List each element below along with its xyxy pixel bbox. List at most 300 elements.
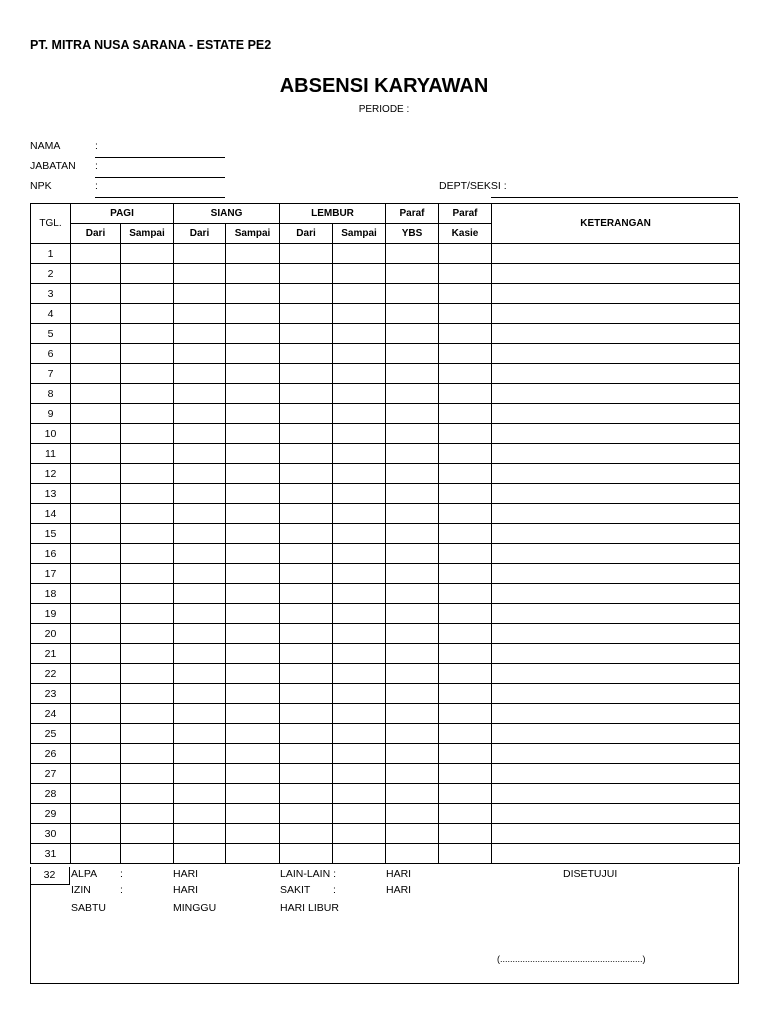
time-cell[interactable] <box>174 784 226 804</box>
time-cell[interactable] <box>174 524 226 544</box>
time-cell[interactable] <box>333 644 386 664</box>
time-cell[interactable] <box>71 624 121 644</box>
time-cell[interactable] <box>439 544 492 564</box>
time-cell[interactable] <box>226 584 280 604</box>
keterangan-cell[interactable] <box>492 784 740 804</box>
time-cell[interactable] <box>280 644 333 664</box>
time-cell[interactable] <box>439 764 492 784</box>
keterangan-cell[interactable] <box>492 764 740 784</box>
time-cell[interactable] <box>439 684 492 704</box>
time-cell[interactable] <box>174 544 226 564</box>
keterangan-cell[interactable] <box>492 264 740 284</box>
time-cell[interactable] <box>226 264 280 284</box>
keterangan-cell[interactable] <box>492 524 740 544</box>
time-cell[interactable] <box>121 364 174 384</box>
keterangan-cell[interactable] <box>492 704 740 724</box>
time-cell[interactable] <box>121 764 174 784</box>
time-cell[interactable] <box>174 764 226 784</box>
keterangan-cell[interactable] <box>492 384 740 404</box>
time-cell[interactable] <box>386 324 439 344</box>
time-cell[interactable] <box>71 744 121 764</box>
time-cell[interactable] <box>333 264 386 284</box>
time-cell[interactable] <box>226 404 280 424</box>
keterangan-cell[interactable] <box>492 444 740 464</box>
time-cell[interactable] <box>386 764 439 784</box>
day-row <box>31 644 740 664</box>
time-cell[interactable] <box>71 444 121 464</box>
time-cell[interactable] <box>174 284 226 304</box>
time-cell[interactable] <box>333 244 386 264</box>
time-cell[interactable] <box>121 524 174 544</box>
time-cell[interactable] <box>333 424 386 444</box>
time-cell[interactable] <box>280 504 333 524</box>
time-cell[interactable] <box>226 504 280 524</box>
time-cell[interactable] <box>280 584 333 604</box>
time-cell[interactable] <box>174 504 226 524</box>
time-cell[interactable] <box>121 284 174 304</box>
time-cell[interactable] <box>386 484 439 504</box>
day-row <box>31 564 740 584</box>
time-cell[interactable] <box>280 724 333 744</box>
time-cell[interactable] <box>121 404 174 424</box>
time-cell[interactable] <box>121 704 174 724</box>
time-cell[interactable] <box>333 704 386 724</box>
time-cell[interactable] <box>71 644 121 664</box>
time-cell[interactable] <box>333 844 386 864</box>
time-cell[interactable] <box>386 524 439 544</box>
time-cell[interactable] <box>280 484 333 504</box>
time-cell[interactable] <box>121 504 174 524</box>
keterangan-cell[interactable] <box>492 404 740 424</box>
time-cell[interactable] <box>280 344 333 364</box>
signature-line: (.........................................................) <box>497 954 646 964</box>
time-cell[interactable] <box>333 304 386 324</box>
time-cell[interactable] <box>121 304 174 324</box>
time-cell[interactable] <box>121 604 174 624</box>
time-cell[interactable] <box>71 684 121 704</box>
time-cell[interactable] <box>386 424 439 444</box>
day-number: 4 <box>31 304 71 324</box>
keterangan-cell[interactable] <box>492 544 740 564</box>
time-cell[interactable] <box>439 424 492 444</box>
keterangan-cell[interactable] <box>492 364 740 384</box>
time-cell[interactable] <box>333 564 386 584</box>
time-cell[interactable] <box>71 464 121 484</box>
time-cell[interactable] <box>121 344 174 364</box>
time-cell[interactable] <box>226 444 280 464</box>
time-cell[interactable] <box>333 804 386 824</box>
time-cell[interactable] <box>386 304 439 324</box>
time-cell[interactable] <box>439 564 492 584</box>
time-cell[interactable] <box>439 604 492 624</box>
time-cell[interactable] <box>121 644 174 664</box>
time-cell[interactable] <box>333 624 386 644</box>
time-cell[interactable] <box>226 804 280 824</box>
time-cell[interactable] <box>439 464 492 484</box>
time-cell[interactable] <box>174 264 226 284</box>
time-cell[interactable] <box>174 604 226 624</box>
keterangan-cell[interactable] <box>492 724 740 744</box>
time-cell[interactable] <box>280 424 333 444</box>
time-cell[interactable] <box>121 804 174 824</box>
day-number: 22 <box>31 664 71 684</box>
time-cell[interactable] <box>226 724 280 744</box>
time-cell[interactable] <box>333 604 386 624</box>
time-cell[interactable] <box>71 844 121 864</box>
time-cell[interactable] <box>439 844 492 864</box>
time-cell[interactable] <box>386 444 439 464</box>
time-cell[interactable] <box>280 284 333 304</box>
minggu-label: MINGGU <box>173 902 217 914</box>
keterangan-cell[interactable] <box>492 644 740 664</box>
time-cell[interactable] <box>226 684 280 704</box>
time-cell[interactable] <box>439 824 492 844</box>
time-cell[interactable] <box>439 584 492 604</box>
time-cell[interactable] <box>121 384 174 404</box>
time-cell[interactable] <box>226 324 280 344</box>
time-cell[interactable] <box>439 724 492 744</box>
time-cell[interactable] <box>333 284 386 304</box>
time-cell[interactable] <box>386 704 439 724</box>
time-cell[interactable] <box>333 324 386 344</box>
ybs-header: YBS <box>386 224 439 244</box>
time-cell[interactable] <box>226 824 280 844</box>
keterangan-cell[interactable] <box>492 664 740 684</box>
time-cell[interactable] <box>386 404 439 424</box>
time-cell[interactable] <box>280 804 333 824</box>
time-cell[interactable] <box>121 264 174 284</box>
time-cell[interactable] <box>333 344 386 364</box>
time-cell[interactable] <box>121 684 174 704</box>
time-cell[interactable] <box>439 664 492 684</box>
time-cell[interactable] <box>386 604 439 624</box>
time-cell[interactable] <box>71 784 121 804</box>
time-cell[interactable] <box>174 804 226 824</box>
time-cell[interactable] <box>333 524 386 544</box>
time-cell[interactable] <box>386 784 439 804</box>
keterangan-cell[interactable] <box>492 584 740 604</box>
time-cell[interactable] <box>226 604 280 624</box>
time-cell[interactable] <box>386 544 439 564</box>
time-cell[interactable] <box>226 744 280 764</box>
keterangan-cell[interactable] <box>492 624 740 644</box>
time-cell[interactable] <box>333 584 386 604</box>
time-cell[interactable] <box>386 844 439 864</box>
npk-colon: : <box>95 180 98 192</box>
time-cell[interactable] <box>439 264 492 284</box>
time-cell[interactable] <box>280 624 333 644</box>
time-cell[interactable] <box>71 604 121 624</box>
time-cell[interactable] <box>174 724 226 744</box>
time-cell[interactable] <box>174 664 226 684</box>
time-cell[interactable] <box>386 624 439 644</box>
time-cell[interactable] <box>333 364 386 384</box>
time-cell[interactable] <box>280 664 333 684</box>
time-cell[interactable] <box>386 284 439 304</box>
time-cell[interactable] <box>280 324 333 344</box>
time-cell[interactable] <box>386 644 439 664</box>
time-cell[interactable] <box>71 324 121 344</box>
lain-hari: HARI <box>386 868 412 880</box>
time-cell[interactable] <box>174 304 226 324</box>
time-cell[interactable] <box>121 324 174 344</box>
keterangan-cell[interactable] <box>492 824 740 844</box>
time-cell[interactable] <box>333 464 386 484</box>
time-cell[interactable] <box>439 344 492 364</box>
keterangan-cell[interactable] <box>492 504 740 524</box>
time-cell[interactable] <box>121 664 174 684</box>
time-cell[interactable] <box>333 404 386 424</box>
time-cell[interactable] <box>386 504 439 524</box>
time-cell[interactable] <box>71 504 121 524</box>
time-cell[interactable] <box>174 844 226 864</box>
time-cell[interactable] <box>226 344 280 364</box>
time-cell[interactable] <box>121 724 174 744</box>
keterangan-cell[interactable] <box>492 284 740 304</box>
time-cell[interactable] <box>280 704 333 724</box>
time-cell[interactable] <box>226 664 280 684</box>
time-cell[interactable] <box>71 284 121 304</box>
time-cell[interactable] <box>333 384 386 404</box>
time-cell[interactable] <box>280 464 333 484</box>
time-cell[interactable] <box>174 404 226 424</box>
time-cell[interactable] <box>226 384 280 404</box>
time-cell[interactable] <box>226 364 280 384</box>
day-row <box>31 524 740 544</box>
keterangan-cell[interactable] <box>492 304 740 324</box>
day-row <box>31 264 740 284</box>
time-cell[interactable] <box>121 584 174 604</box>
time-cell[interactable] <box>71 704 121 724</box>
day-number: 23 <box>31 684 71 704</box>
time-cell[interactable] <box>439 504 492 524</box>
time-cell[interactable] <box>121 564 174 584</box>
time-cell[interactable] <box>439 744 492 764</box>
time-cell[interactable] <box>174 644 226 664</box>
time-cell[interactable] <box>71 564 121 584</box>
time-cell[interactable] <box>280 564 333 584</box>
time-cell[interactable] <box>174 324 226 344</box>
time-cell[interactable] <box>439 244 492 264</box>
time-cell[interactable] <box>333 484 386 504</box>
time-cell[interactable] <box>386 824 439 844</box>
time-cell[interactable] <box>121 424 174 444</box>
time-cell[interactable] <box>71 824 121 844</box>
time-cell[interactable] <box>121 544 174 564</box>
time-cell[interactable] <box>226 464 280 484</box>
time-cell[interactable] <box>226 704 280 724</box>
time-cell[interactable] <box>280 684 333 704</box>
time-cell[interactable] <box>174 424 226 444</box>
keterangan-cell[interactable] <box>492 804 740 824</box>
time-cell[interactable] <box>174 364 226 384</box>
time-cell[interactable] <box>439 284 492 304</box>
time-cell[interactable] <box>333 544 386 564</box>
time-cell[interactable] <box>386 244 439 264</box>
time-cell[interactable] <box>121 844 174 864</box>
keterangan-cell[interactable] <box>492 464 740 484</box>
time-cell[interactable] <box>386 724 439 744</box>
time-cell[interactable] <box>386 664 439 684</box>
time-cell[interactable] <box>333 764 386 784</box>
time-cell[interactable] <box>174 684 226 704</box>
time-cell[interactable] <box>226 544 280 564</box>
time-cell[interactable] <box>333 504 386 524</box>
time-cell[interactable] <box>386 264 439 284</box>
time-cell[interactable] <box>439 624 492 644</box>
time-cell[interactable] <box>121 784 174 804</box>
jabatan-underline <box>95 177 225 178</box>
time-cell[interactable] <box>226 784 280 804</box>
time-cell[interactable] <box>386 464 439 484</box>
time-cell[interactable] <box>386 684 439 704</box>
day-number: 25 <box>31 724 71 744</box>
keterangan-cell[interactable] <box>492 744 740 764</box>
keterangan-cell[interactable] <box>492 684 740 704</box>
time-cell[interactable] <box>71 804 121 824</box>
time-cell[interactable] <box>226 844 280 864</box>
time-cell[interactable] <box>280 764 333 784</box>
time-cell[interactable] <box>71 724 121 744</box>
time-cell[interactable] <box>280 304 333 324</box>
keterangan-cell[interactable] <box>492 324 740 344</box>
time-cell[interactable] <box>71 264 121 284</box>
keterangan-cell[interactable] <box>492 424 740 444</box>
time-cell[interactable] <box>333 684 386 704</box>
time-cell[interactable] <box>280 604 333 624</box>
time-cell[interactable] <box>386 564 439 584</box>
time-cell[interactable] <box>174 824 226 844</box>
time-cell[interactable] <box>333 444 386 464</box>
day-row <box>31 304 740 324</box>
time-cell[interactable] <box>439 644 492 664</box>
time-cell[interactable] <box>226 284 280 304</box>
time-cell[interactable] <box>71 584 121 604</box>
time-cell[interactable] <box>333 824 386 844</box>
time-cell[interactable] <box>280 544 333 564</box>
time-cell[interactable] <box>226 764 280 784</box>
time-cell[interactable] <box>280 784 333 804</box>
keterangan-cell[interactable] <box>492 604 740 624</box>
time-cell[interactable] <box>226 424 280 444</box>
time-cell[interactable] <box>71 304 121 324</box>
time-cell[interactable] <box>439 704 492 724</box>
keterangan-cell[interactable] <box>492 564 740 584</box>
time-cell[interactable] <box>226 624 280 644</box>
time-cell[interactable] <box>71 484 121 504</box>
attendance-table <box>30 203 740 864</box>
time-cell[interactable] <box>71 384 121 404</box>
time-cell[interactable] <box>174 484 226 504</box>
time-cell[interactable] <box>386 384 439 404</box>
time-cell[interactable] <box>226 564 280 584</box>
time-cell[interactable] <box>439 304 492 324</box>
time-cell[interactable] <box>226 304 280 324</box>
keterangan-cell[interactable] <box>492 344 740 364</box>
time-cell[interactable] <box>280 364 333 384</box>
time-cell[interactable] <box>174 244 226 264</box>
time-cell[interactable] <box>386 364 439 384</box>
time-cell[interactable] <box>71 764 121 784</box>
time-cell[interactable] <box>174 344 226 364</box>
time-cell[interactable] <box>439 364 492 384</box>
time-cell[interactable] <box>121 444 174 464</box>
time-cell[interactable] <box>333 724 386 744</box>
time-cell[interactable] <box>174 384 226 404</box>
time-cell[interactable] <box>226 244 280 264</box>
time-cell[interactable] <box>386 804 439 824</box>
time-cell[interactable] <box>174 564 226 584</box>
time-cell[interactable] <box>439 804 492 824</box>
time-cell[interactable] <box>280 264 333 284</box>
npk-label: NPK <box>30 180 52 192</box>
time-cell[interactable] <box>333 744 386 764</box>
time-cell[interactable] <box>280 244 333 264</box>
time-cell[interactable] <box>280 524 333 544</box>
time-cell[interactable] <box>386 584 439 604</box>
time-cell[interactable] <box>439 784 492 804</box>
time-cell[interactable] <box>71 364 121 384</box>
day-row <box>31 444 740 464</box>
keterangan-cell[interactable] <box>492 844 740 864</box>
time-cell[interactable] <box>121 624 174 644</box>
time-cell[interactable] <box>280 444 333 464</box>
time-cell[interactable] <box>386 744 439 764</box>
time-cell[interactable] <box>174 584 226 604</box>
time-cell[interactable] <box>280 844 333 864</box>
time-cell[interactable] <box>71 544 121 564</box>
time-cell[interactable] <box>280 384 333 404</box>
time-cell[interactable] <box>280 744 333 764</box>
time-cell[interactable] <box>121 464 174 484</box>
time-cell[interactable] <box>439 444 492 464</box>
keterangan-cell[interactable] <box>492 244 740 264</box>
time-cell[interactable] <box>71 664 121 684</box>
keterangan-cell[interactable] <box>492 484 740 504</box>
time-cell[interactable] <box>439 484 492 504</box>
time-cell[interactable] <box>174 624 226 644</box>
time-cell[interactable] <box>121 744 174 764</box>
time-cell[interactable] <box>121 824 174 844</box>
time-cell[interactable] <box>121 484 174 504</box>
day-row <box>31 704 740 724</box>
time-cell[interactable] <box>333 664 386 684</box>
time-cell[interactable] <box>439 404 492 424</box>
siang-sampai-header: Sampai <box>226 224 280 244</box>
time-cell[interactable] <box>439 524 492 544</box>
time-cell[interactable] <box>71 244 121 264</box>
time-cell[interactable] <box>71 404 121 424</box>
time-cell[interactable] <box>226 484 280 504</box>
time-cell[interactable] <box>71 344 121 364</box>
time-cell[interactable] <box>174 744 226 764</box>
time-cell[interactable] <box>226 524 280 544</box>
time-cell[interactable] <box>226 644 280 664</box>
time-cell[interactable] <box>439 384 492 404</box>
time-cell[interactable] <box>280 824 333 844</box>
time-cell[interactable] <box>121 244 174 264</box>
time-cell[interactable] <box>71 524 121 544</box>
day-number: 27 <box>31 764 71 784</box>
time-cell[interactable] <box>174 464 226 484</box>
time-cell[interactable] <box>280 404 333 424</box>
time-cell[interactable] <box>174 444 226 464</box>
time-cell[interactable] <box>333 784 386 804</box>
time-cell[interactable] <box>174 704 226 724</box>
time-cell[interactable] <box>439 324 492 344</box>
time-cell[interactable] <box>71 424 121 444</box>
time-cell[interactable] <box>386 344 439 364</box>
